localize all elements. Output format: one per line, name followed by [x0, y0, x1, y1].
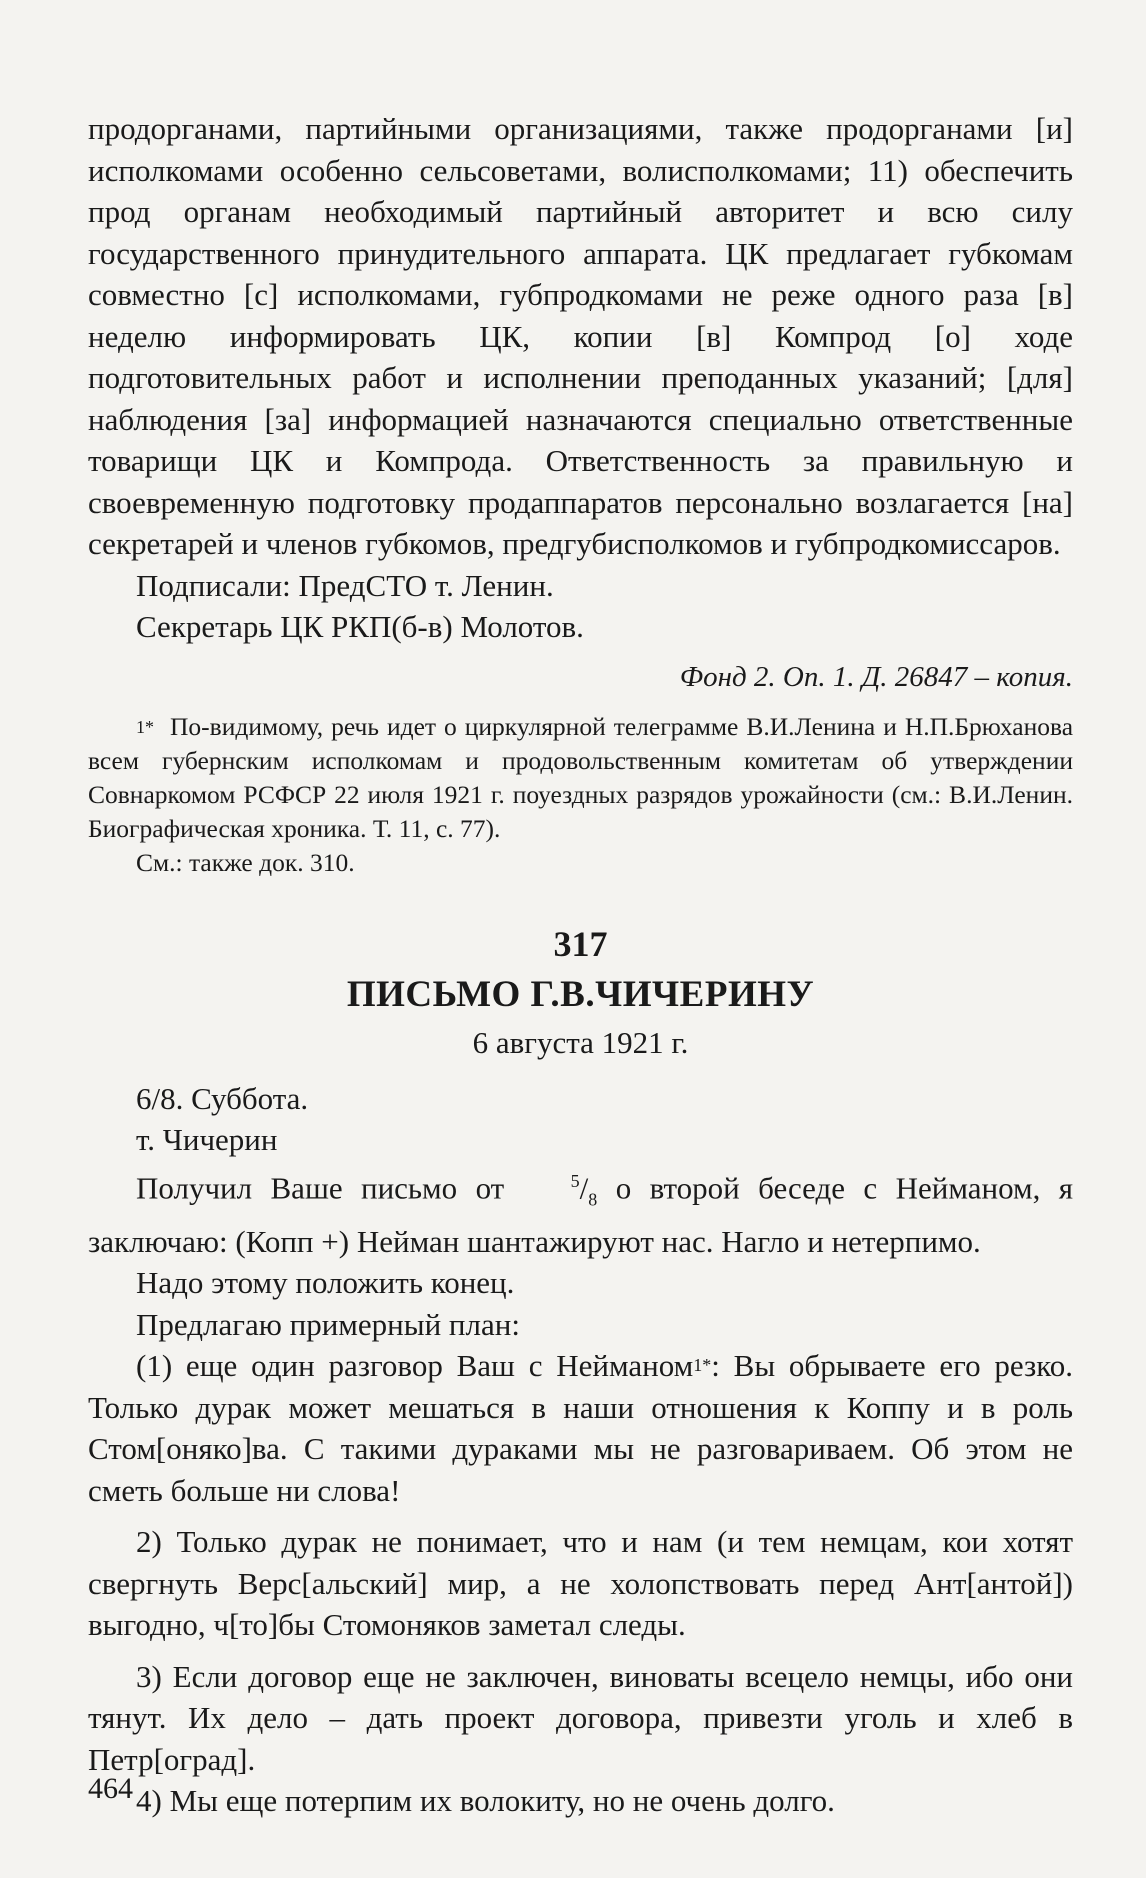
letter-p1-start: Получил Ваше письмо от: [136, 1169, 505, 1205]
document-title: ПИСЬМО Г.В.ЧИЧЕРИНУ: [346, 973, 815, 1015]
fraction-denominator: 8: [588, 1189, 598, 1210]
letter-paragraph-2: Надо этому положить конец.: [136, 1265, 515, 1301]
page-number: 464: [88, 1772, 133, 1805]
plan-point-1-start: (1) еще один разговор Ваш с Нейманом: [136, 1348, 694, 1384]
letter-paragraph-1: [88, 1161, 1073, 1263]
plan-point-2: 2) Только дурак не понимает, что и нам (и тем немцам, кои хотят свергнуть Верс[альский] мир, а не холопствовать перед Ант[антой]) выгодно, ч[то]бы Стомоняков заметал следы.: [88, 1524, 1073, 1643]
letter-body: [88, 1078, 1073, 1822]
signatures-block: [88, 565, 1073, 648]
plan-point-4: 4) Мы еще потерпим их волокиту, но не очень долго.: [136, 1783, 835, 1819]
archive-reference: Фонд 2. Оп. 1. Д. 26847 – копия.: [679, 660, 1073, 693]
previous-document-paragraph: продорганами, партийными организациями, также продорганами [и] исполкомами особенно сельсоветами, волисполкомами; 11) обеспечить прод органам необходимый партийный авторитет и всю силу государственного принудительного аппарата. ЦК предлагает губкомам совместно [с] исполкомами, губпродкомами не реже одного раза [в] неделю информировать ЦК, копии [в] Компрод [о] ходе подготовительных работ и исполнении преподанных указаний; [для] наблюдения [за] информацией назначаются специально ответственные товарищи ЦК и Компрода. Ответственность за правильную и своевременную подготовку продаппаратов персонально возлагается [на] секретарей и членов губкомов, предгубисполкомов и губпродкомиссаров.: [88, 111, 1073, 561]
letter-dateline: 6/8. Суббота.: [136, 1080, 309, 1116]
page-content: [88, 108, 1073, 1822]
plan-point-3: 3) Если договор еще не заключен, виноваты всецело немцы, ибо они тянут. Их дело – дать проект договора, привезти уголь и хлеб в Петр[оград].: [88, 1658, 1073, 1777]
see-also-note: См.: также док. 310.: [136, 847, 355, 877]
secretary-line: Секретарь ЦК РКП(б-в) Молотов.: [136, 609, 584, 644]
signed-by-line: Подписали: ПредСТО т. Ленин.: [136, 567, 554, 603]
footnote-reference: 1*: [693, 1355, 712, 1376]
letter-addressee: т. Чичерин: [136, 1122, 278, 1157]
fraction-numerator: 5: [570, 1170, 580, 1191]
footnote-text: По-видимому, речь идет о циркулярной телеграмме В.И.Ленина и Н.П.Брюханова всем губернским исполкомам и продовольственным комитетам об утверждении Совнаркомом РСФСР 22 июля 1921 г. поуездных разрядов урожайности (см.: В.И.Ленин. Биографическая хроника. Т. 11, с. 77).: [88, 711, 1074, 843]
document-number: 317: [553, 923, 608, 964]
date-fraction: $^5/_8$: [570, 1169, 598, 1210]
plan-point-1-end: : Вы обрываете его резко. Только дурак может мешаться в наши отношения к Коппу и в роль Стом[оняко]ва. С такими дураками мы не разговариваем. Об этом не сметь больше ни слова!: [88, 1348, 1073, 1508]
plan-point-1: [88, 1345, 1073, 1511]
footnote-mark: 1*: [136, 716, 154, 737]
document-date: 6 августа 1921 г.: [472, 1024, 689, 1060]
letter-paragraph-3: Предлагаю примерный план:: [136, 1306, 520, 1342]
footnote: [88, 710, 1073, 846]
letter-p1-end: о второй беседе с Нейманом, я заключаю: (Копп +) Нейман шантажируют нас. Нагло и нетерпимо.: [88, 1169, 1074, 1259]
